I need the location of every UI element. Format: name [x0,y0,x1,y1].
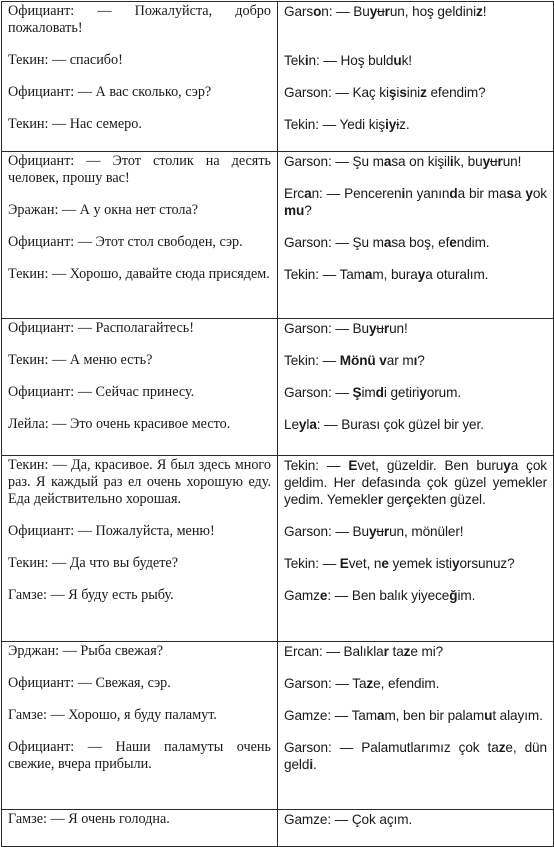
bold-letter: y [503,458,511,473]
struck-letter: u [376,524,384,539]
turkish-line [284,643,547,660]
text-run: Gamze: — Çok açım. [284,812,413,827]
text-run: e, efendim. [373,676,440,691]
turkish-line [284,587,547,604]
russian-line: Официант: — Пожалуйста, добро пожаловать! [8,3,271,36]
text-run: un, mönüler! [389,524,464,539]
text-run: efendim? [426,85,486,100]
turkish-cell [278,152,554,319]
russian-line: Лейла: — Это очень красивое место. [8,416,231,432]
text-run: Tekin: — [284,353,340,368]
text-run: ! [482,4,487,19]
bold-letter: u [393,53,402,68]
bold-letter: s [399,85,407,100]
text-run: ? [417,353,425,368]
text-run: z. [399,117,410,132]
text-run: Le [284,417,299,432]
russian-cell [2,2,278,152]
turkish-cell [278,319,554,456]
bold-letter: y [369,4,378,19]
bold-letter: r [377,492,384,507]
russian-line: Гамзе: — Я очень голодна. [8,811,170,827]
text-run: im. [457,588,476,603]
text-run: ekten güzel. [413,492,486,507]
russian-cell [2,319,278,456]
turkish-line [284,811,547,828]
dialogue-row [2,152,554,319]
russian-line: Эражан: — А у окна нет стола? [8,202,199,218]
russian-line: Официант: — Сейчас принесу. [8,384,195,400]
dialogue-row [2,810,554,847]
struck-letter: u [490,154,498,169]
bold-letter: r [383,321,390,336]
russian-line: Текин: — Да, красивое. Я был здесь много раз. Я каждый раз ел очень хорошую еду. Еда действительно хорошая. [8,457,271,507]
bold-letter: Ş [352,385,362,400]
russian-line: Гамзе: — Хорошо, я буду паламут. [8,707,217,723]
text-run: ta [388,644,404,659]
text-run: i getiri [383,385,420,400]
russian-line: Эрджан: — Рыба свежая? [8,643,164,659]
russian-cell [2,152,278,319]
turkish-line [284,234,547,251]
bold-letter: y [417,267,426,282]
bold-letter: ş [388,85,397,100]
text-run: Garson: — Bu [284,524,369,539]
turkish-line [284,52,547,69]
struck-letter: u [376,321,384,336]
turkish-line [284,416,547,433]
text-run: n: — Hoş buld [308,53,394,68]
text-run: k! [401,53,412,68]
russian-line: Официант: — Свежая, сэр. [8,675,171,691]
turkish-line [284,555,547,572]
text-run: ar m [386,353,414,368]
bold-letter: a [364,267,373,282]
turkish-line [284,153,547,170]
russian-cell [2,456,278,642]
text-run: Garson: — Ta [284,676,367,691]
turkish-line [284,266,547,283]
bold-letter: s [506,186,514,201]
text-run: ok [532,186,547,201]
turkish-line [284,116,547,133]
text-run: n: — Bu [321,4,370,19]
text-run: ndim. [456,235,490,250]
turkish-line [284,675,547,692]
turkish-cell [278,456,554,642]
dialogue-table [1,1,554,847]
text-run: Gars [284,4,314,19]
bold-letter: v [379,353,387,368]
bold-letter: e [449,235,457,250]
russian-line: Официант: — Наши паламуты очень свежие, вчера прибыли. [8,739,271,772]
bold-letter: r [497,154,503,169]
bold-letter: y [368,524,377,539]
russian-line: Официант: — Этот столик на десять человек, прошу вас! [8,153,271,186]
text-run: orum. [426,385,462,400]
bold-letter: r [383,644,389,659]
text-run: un, hoş geldini [389,4,477,19]
text-run: a oturalım. [425,267,489,282]
dialogue-row [2,456,554,642]
bold-letter: d [449,186,458,201]
text-run: t alayım. [492,708,543,723]
text-run: Garson: — Şu m [284,154,384,169]
bold-letter: y [298,417,307,432]
text-run: Garson: — [284,385,353,400]
bold-letter: a [383,154,392,169]
bold-letter: a [309,417,317,432]
dialogue-row [2,319,554,456]
text-run: Tekin: — [284,458,349,473]
text-run: Erc [284,186,305,201]
text-run: ? [304,203,312,218]
russian-line: Гамзе: — Я буду есть рыбу. [8,587,174,603]
bold-letter: i [449,154,454,169]
bold-letter: ç [406,492,414,507]
bold-letter: d [375,385,384,400]
bold-letter: r [383,524,390,539]
bold-letter: a [383,235,392,250]
bold-letter: ğ [449,588,458,603]
bold-letter: i [304,53,309,68]
text-run: Garson: — Bu [284,321,369,336]
text-run: n yanın [405,186,450,201]
text-run: Tekin: — Yedi kiş [284,117,386,132]
text-run: : — Ben balık yiyece [327,588,450,603]
text-run: Ercan: — Balıkla [284,644,384,659]
turkish-line [284,384,547,401]
text-run: Gamze: — Tam [284,708,377,723]
text-run: orsunuz? [459,556,515,571]
dialogue-row [2,2,554,152]
text-run: m, ben bir palam [384,708,485,723]
bold-letter: e [319,588,328,603]
russian-line: Официант: — Этот стол свободен, сэр. [8,234,243,250]
dialogue-table-body [2,2,554,847]
russian-line: Официант: — А вас сколько, сэр? [8,84,212,100]
text-run: Garson: — Şu m [284,235,384,250]
text-run: Tek [284,53,305,68]
bold-letter: i [385,117,389,132]
text-run: : — Burası çok güzel bir yer. [316,417,484,432]
text-run: yemek isti [388,556,452,571]
bold-letter: z [498,740,506,755]
bold-letter: a [304,186,312,201]
bold-letter: y [451,556,460,571]
russian-line: Официант: — Пожалуйста, меню! [8,523,215,539]
bold-letter: r [384,4,390,19]
text-run: sa on kişil [391,154,450,169]
turkish-cell [278,642,554,810]
russian-line: Текин: — А меню есть? [8,352,153,368]
bold-letter: e [381,556,389,571]
text-run: m, bura [372,267,418,282]
text-run: n: — Penceren [311,186,402,201]
text-run: un! [502,154,522,169]
russian-cell [2,810,278,847]
bold-letter: E [339,556,349,571]
text-run: sa boş, ef [391,235,450,250]
text-run: a [513,186,526,201]
struck-letter: u [377,4,385,19]
russian-line: Официант: — Располагайтесь! [8,320,194,336]
text-run: Garson: — Palamutlarımız çok ta [284,740,499,755]
text-run: ini [406,85,421,100]
text-run: vet, n [348,556,382,571]
text-run: k, bu [453,154,483,169]
text-run: e mi? [410,644,444,659]
bold-letter: z [476,4,483,19]
bold-letter: z [366,676,374,691]
turkish-cell [278,2,554,152]
turkish-line [284,320,547,337]
text-run: e, dün geld [284,740,547,772]
text-run: un! [389,321,408,336]
text-run: Tekin: — [284,556,340,571]
bold-letter: a [376,708,385,723]
bold-letter: ı [413,353,418,368]
turkish-cell [278,810,554,847]
bold-letter: z [403,644,411,659]
text-run: i [396,85,400,100]
turkish-line [284,352,547,369]
text-run: Tekin: — Tam [284,267,365,282]
text-run: . [313,757,317,772]
bold-letter: i [309,757,313,772]
turkish-line [284,739,547,773]
russian-line: Текин: — Хорошо, давайте сюда присядем. [8,266,270,282]
bold-letter: E [348,458,358,473]
text-run: l [306,417,310,432]
bold-letter: z [420,85,427,100]
text-run: vet, güzeldir. Ben buru [357,458,504,473]
dialogue-row [2,642,554,810]
turkish-line [284,457,547,508]
bold-letter: o [313,4,322,19]
text-run: Gamz [284,588,320,603]
russian-line: Текин: — Да что вы будете? [8,555,178,571]
russian-cell [2,642,278,810]
turkish-line [284,185,547,219]
text-run: a bir ma [457,186,507,201]
bold-letter: y [525,186,533,201]
bold-letter: Mönü [339,353,376,368]
bold-letter: u [484,708,493,723]
turkish-line [284,84,547,101]
bold-letter: mu [284,203,305,218]
turkish-line [284,523,547,540]
bold-letter: y [419,385,427,400]
text-run: im [361,385,376,400]
turkish-line [284,3,547,20]
russian-line: Текин: — спасибо! [8,52,123,68]
bold-letter: y [388,117,397,132]
bold-letter: i [401,186,406,201]
text-run: ger [383,492,407,507]
text-run: a çok geldim. Her defasında çok güzel yemekler yedim. Yemekle [284,458,547,507]
struck-letter: i [396,117,400,132]
text-run: Garson: — Kaç ki [284,85,389,100]
bold-letter: y [368,321,377,336]
turkish-line [284,707,547,724]
bold-letter: y [482,154,491,169]
russian-line: Текин: — Нас семеро. [8,116,142,132]
